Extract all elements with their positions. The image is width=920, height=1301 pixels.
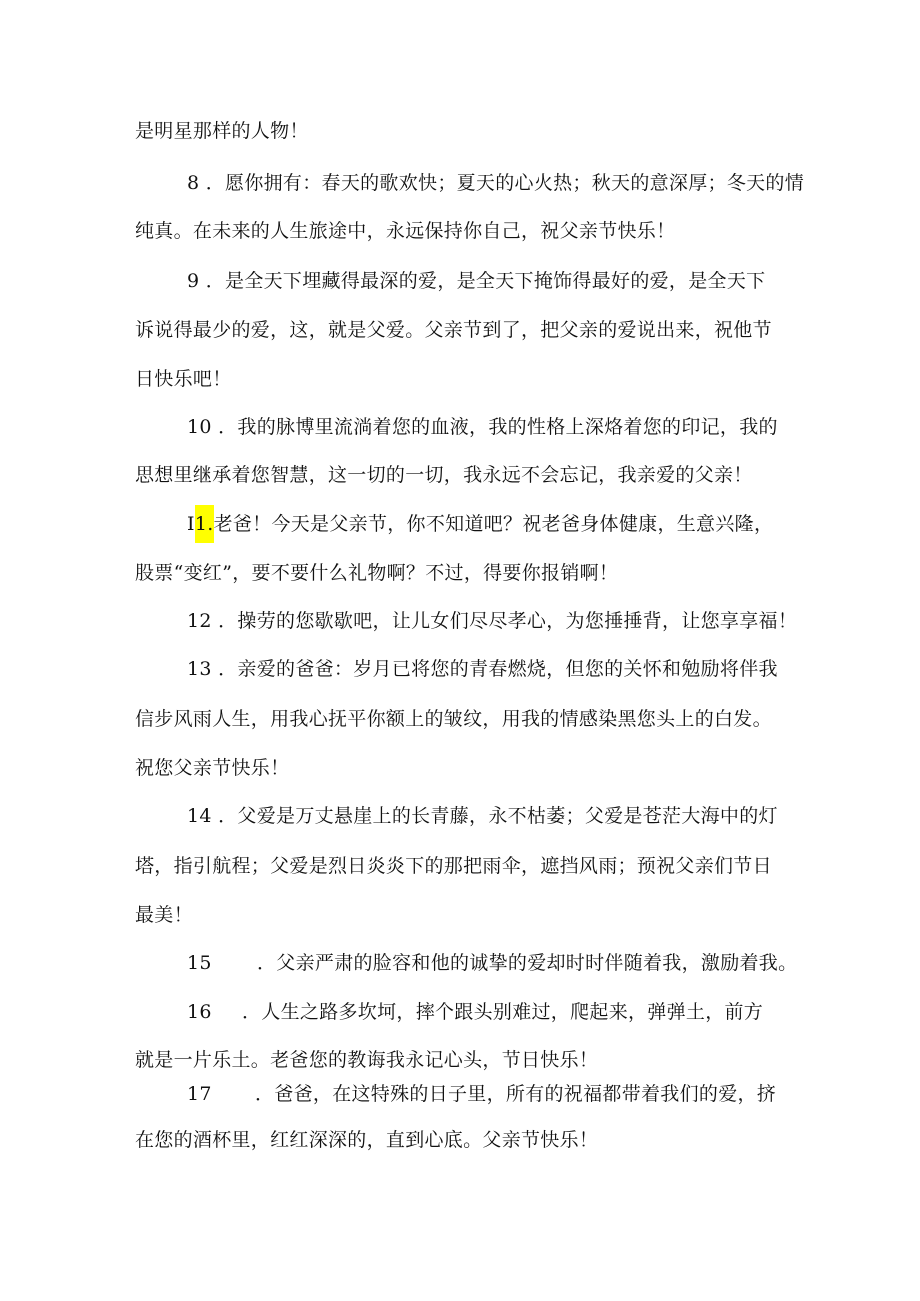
text-line: 13 ．亲爱的爸爸：岁月已将您的青春燃烧，但您的关怀和勉励将伴我 xyxy=(187,658,778,680)
item-15-text: ．父亲严肃的脸容和他的诚挚的爱却时时伴随着我，激励着我。 xyxy=(257,952,798,974)
text-line: 诉说得最少的爱，这，就是父爱。父亲节到了，把父亲的爱说出来，祝他节 xyxy=(135,319,772,341)
text-line: 14 ．父爱是万丈悬崖上的长青藤，永不枯萎；父爱是苍茫大海中的灯 xyxy=(187,805,778,827)
text-line: 塔，指引航程；父爱是烈日炎炎下的那把雨伞，遮挡风雨；预祝父亲们节日 xyxy=(135,855,772,877)
text-line: 最美！ xyxy=(135,904,193,926)
text-line: 思想里继承着您智慧，这一切的一切，我永远不会忘记，我亲爱的父亲！ xyxy=(135,464,753,486)
item-11-prefix: I xyxy=(187,513,195,535)
item-15-line xyxy=(187,950,797,976)
text-line: 祝您父亲节快乐！ xyxy=(135,757,290,779)
item-11-text: 老爸！今天是父亲节，你不知道吧？祝老爸身体健康，生意兴隆， xyxy=(213,513,774,535)
highlighted-number: 1. xyxy=(195,505,214,543)
text-line: 日快乐吧！ xyxy=(135,368,232,390)
text-line: 10 ．我的脉博里流淌着您的血液，我的性格上深烙着您的印记，我的 xyxy=(187,416,778,438)
item-17-line xyxy=(187,1081,776,1107)
text-line: 8 ．愿你拥有：春天的歌欢快；夏天的心火热；秋天的意深厚；冬天的情 xyxy=(187,172,805,194)
text-line: 纯真。在未来的人生旅途中，永远保持你自己，祝父亲节快乐！ xyxy=(135,220,676,242)
text-line: 股票“变红”，要不要什么礼物啊？不过，得要你报销啊！ xyxy=(135,562,619,584)
text-line: 就是一片乐土。老爸您的教诲我永记心头，节日快乐！ xyxy=(135,1049,599,1071)
item-17-number: 17 xyxy=(187,1083,212,1105)
text-line: 信步风雨人生，用我心抚平你额上的皱纹，用我的情感染黑您头上的白发。 xyxy=(135,708,772,730)
item-11-line xyxy=(187,511,773,537)
item-16-line xyxy=(187,999,763,1025)
item-16-number: 16 xyxy=(187,1001,212,1023)
text-line: 是明星那样的人物！ xyxy=(135,120,309,142)
text-line: 12 ．操劳的您歇歇吧，让儿女们尽尽孝心，为您捶捶背，让您享享福！ xyxy=(187,610,798,632)
text-line: 9 ．是全天下埋藏得最深的爱，是全天下掩饰得最好的爱，是全天下 xyxy=(187,270,766,292)
item-15-number: 15 xyxy=(187,952,212,974)
text-line: 在您的酒杯里，红红深深的，直到心底。父亲节快乐！ xyxy=(135,1129,599,1151)
item-16-text: ．人生之路多坎坷，摔个跟头别难过，爬起来，弹弹土，前方 xyxy=(242,1001,764,1023)
item-17-text: ．爸爸，在这特殊的日子里，所有的祝福都带着我们的爱，挤 xyxy=(255,1083,777,1105)
